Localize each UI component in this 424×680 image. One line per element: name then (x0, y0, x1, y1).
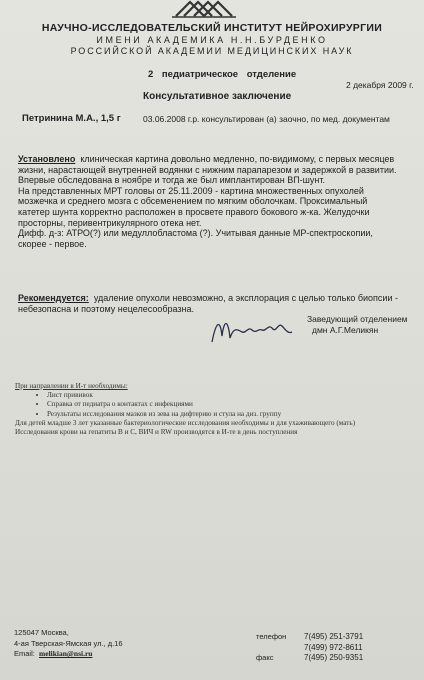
document-date: 2 декабря 2009 г. (346, 80, 414, 90)
footer-address (14, 628, 123, 660)
fax-label: факс (256, 653, 274, 662)
findings-line: жизни, нарастающей внутренней водянки с нижним парапарезом и задержкой в развитии. (18, 164, 397, 175)
findings-line: катетер шунта корректно расположен в просвете правого бокового ж-ка. Желудочки (18, 206, 370, 217)
phone-number: 7(499) 972-8611 (304, 642, 363, 652)
findings-line: мозжечка и среднего мозга с обсеменением по мягким оболочкам. Проксимальный (18, 196, 368, 207)
institute-logo-icon (170, 0, 240, 18)
phone-label: телефон (256, 632, 287, 641)
patient-name: Петринина М.А., 1,5 г (22, 113, 121, 124)
admission-requirements (15, 382, 419, 437)
findings-line: скорее - первое. (18, 238, 87, 249)
street-address: 4-ая Тверская-Ямская ул., д.16 (14, 638, 123, 648)
admission-heading: При направлении в И-т необходимы: (15, 382, 128, 390)
institute-name-line1: НАУЧНО-ИССЛЕДОВАТЕЛЬСКИЙ ИНСТИТУТ НЕЙРОХИРУРГИИ (41, 22, 383, 34)
list-item: • Справка от педиатра о контактах с инфекциями (47, 400, 419, 409)
fax-number: 7(495) 250-9351 (304, 653, 364, 662)
recommendation-label: Рекомендуется: (18, 293, 89, 303)
list-item: • Лист прививок (47, 391, 419, 400)
findings-section (18, 154, 418, 249)
email-link[interactable]: melikian@nsi.ru (39, 649, 93, 658)
institute-name-line3: РОССИЙСКОЙ АКАДЕМИИ МЕДИЦИНСКИХ НАУК (70, 46, 354, 56)
institute-name-line2: ИМЕНИ АКАДЕМИКА Н.Н.БУРДЕНКО (96, 35, 328, 45)
findings-line: Дифф. д-з: АТРО(?) или медуллобластома (?). Учитывая данные МР-спектроскопии, (18, 228, 373, 239)
consultation-info: 03.06.2008 г.р. консультирован (а) заочно, по мед. документам (143, 114, 390, 124)
phone-number: 7(495) 251-3791 (304, 632, 364, 641)
postal-code-city: 125047 Москва, (14, 628, 69, 637)
recommendation-text: небезопасна и поэтому нецелесообразна. (18, 304, 195, 314)
list-item: • Результаты исследования мазков из зева на дифтерию и стула на диз. группу (47, 410, 419, 419)
admission-note: Исследования крови на гепатиты В и С, ВИЧ и RW производятся в И-те в день поступления (15, 428, 298, 437)
findings-line: На представленных МРТ головы от 25.11.2009 - картина множественных опухолей (18, 185, 364, 196)
findings-line: Впервые обследована в ноябре и тогда же был имплантирован ВП-шунт. (18, 175, 325, 186)
document-title: Консультативное заключение (143, 91, 292, 102)
findings-label: Установлено (18, 154, 76, 164)
handwritten-signature (208, 312, 294, 348)
recommendation-text: удаление опухоли невозможно, а эксплорация с целью только биопсии - (93, 293, 398, 303)
signatory-position: Заведующий отделением (307, 314, 408, 324)
department-name: 2 педиатрическое отделение (148, 69, 297, 80)
email-label: Email: (14, 649, 35, 658)
admission-note: Для детей младше 3 лет указанные бактериологические исследования необходимы и для ухаживающего (мать) (15, 418, 356, 427)
footer-contacts (256, 632, 363, 664)
signatory-name: дмн А.Г.Меликян (312, 325, 379, 335)
admission-list (15, 391, 419, 419)
findings-line: просторны, перивентрикулярного отека нет. (18, 217, 202, 228)
findings-line: Установлено клиническая картина довольно медленно, по-видимому, с первых месяцев (18, 154, 395, 164)
